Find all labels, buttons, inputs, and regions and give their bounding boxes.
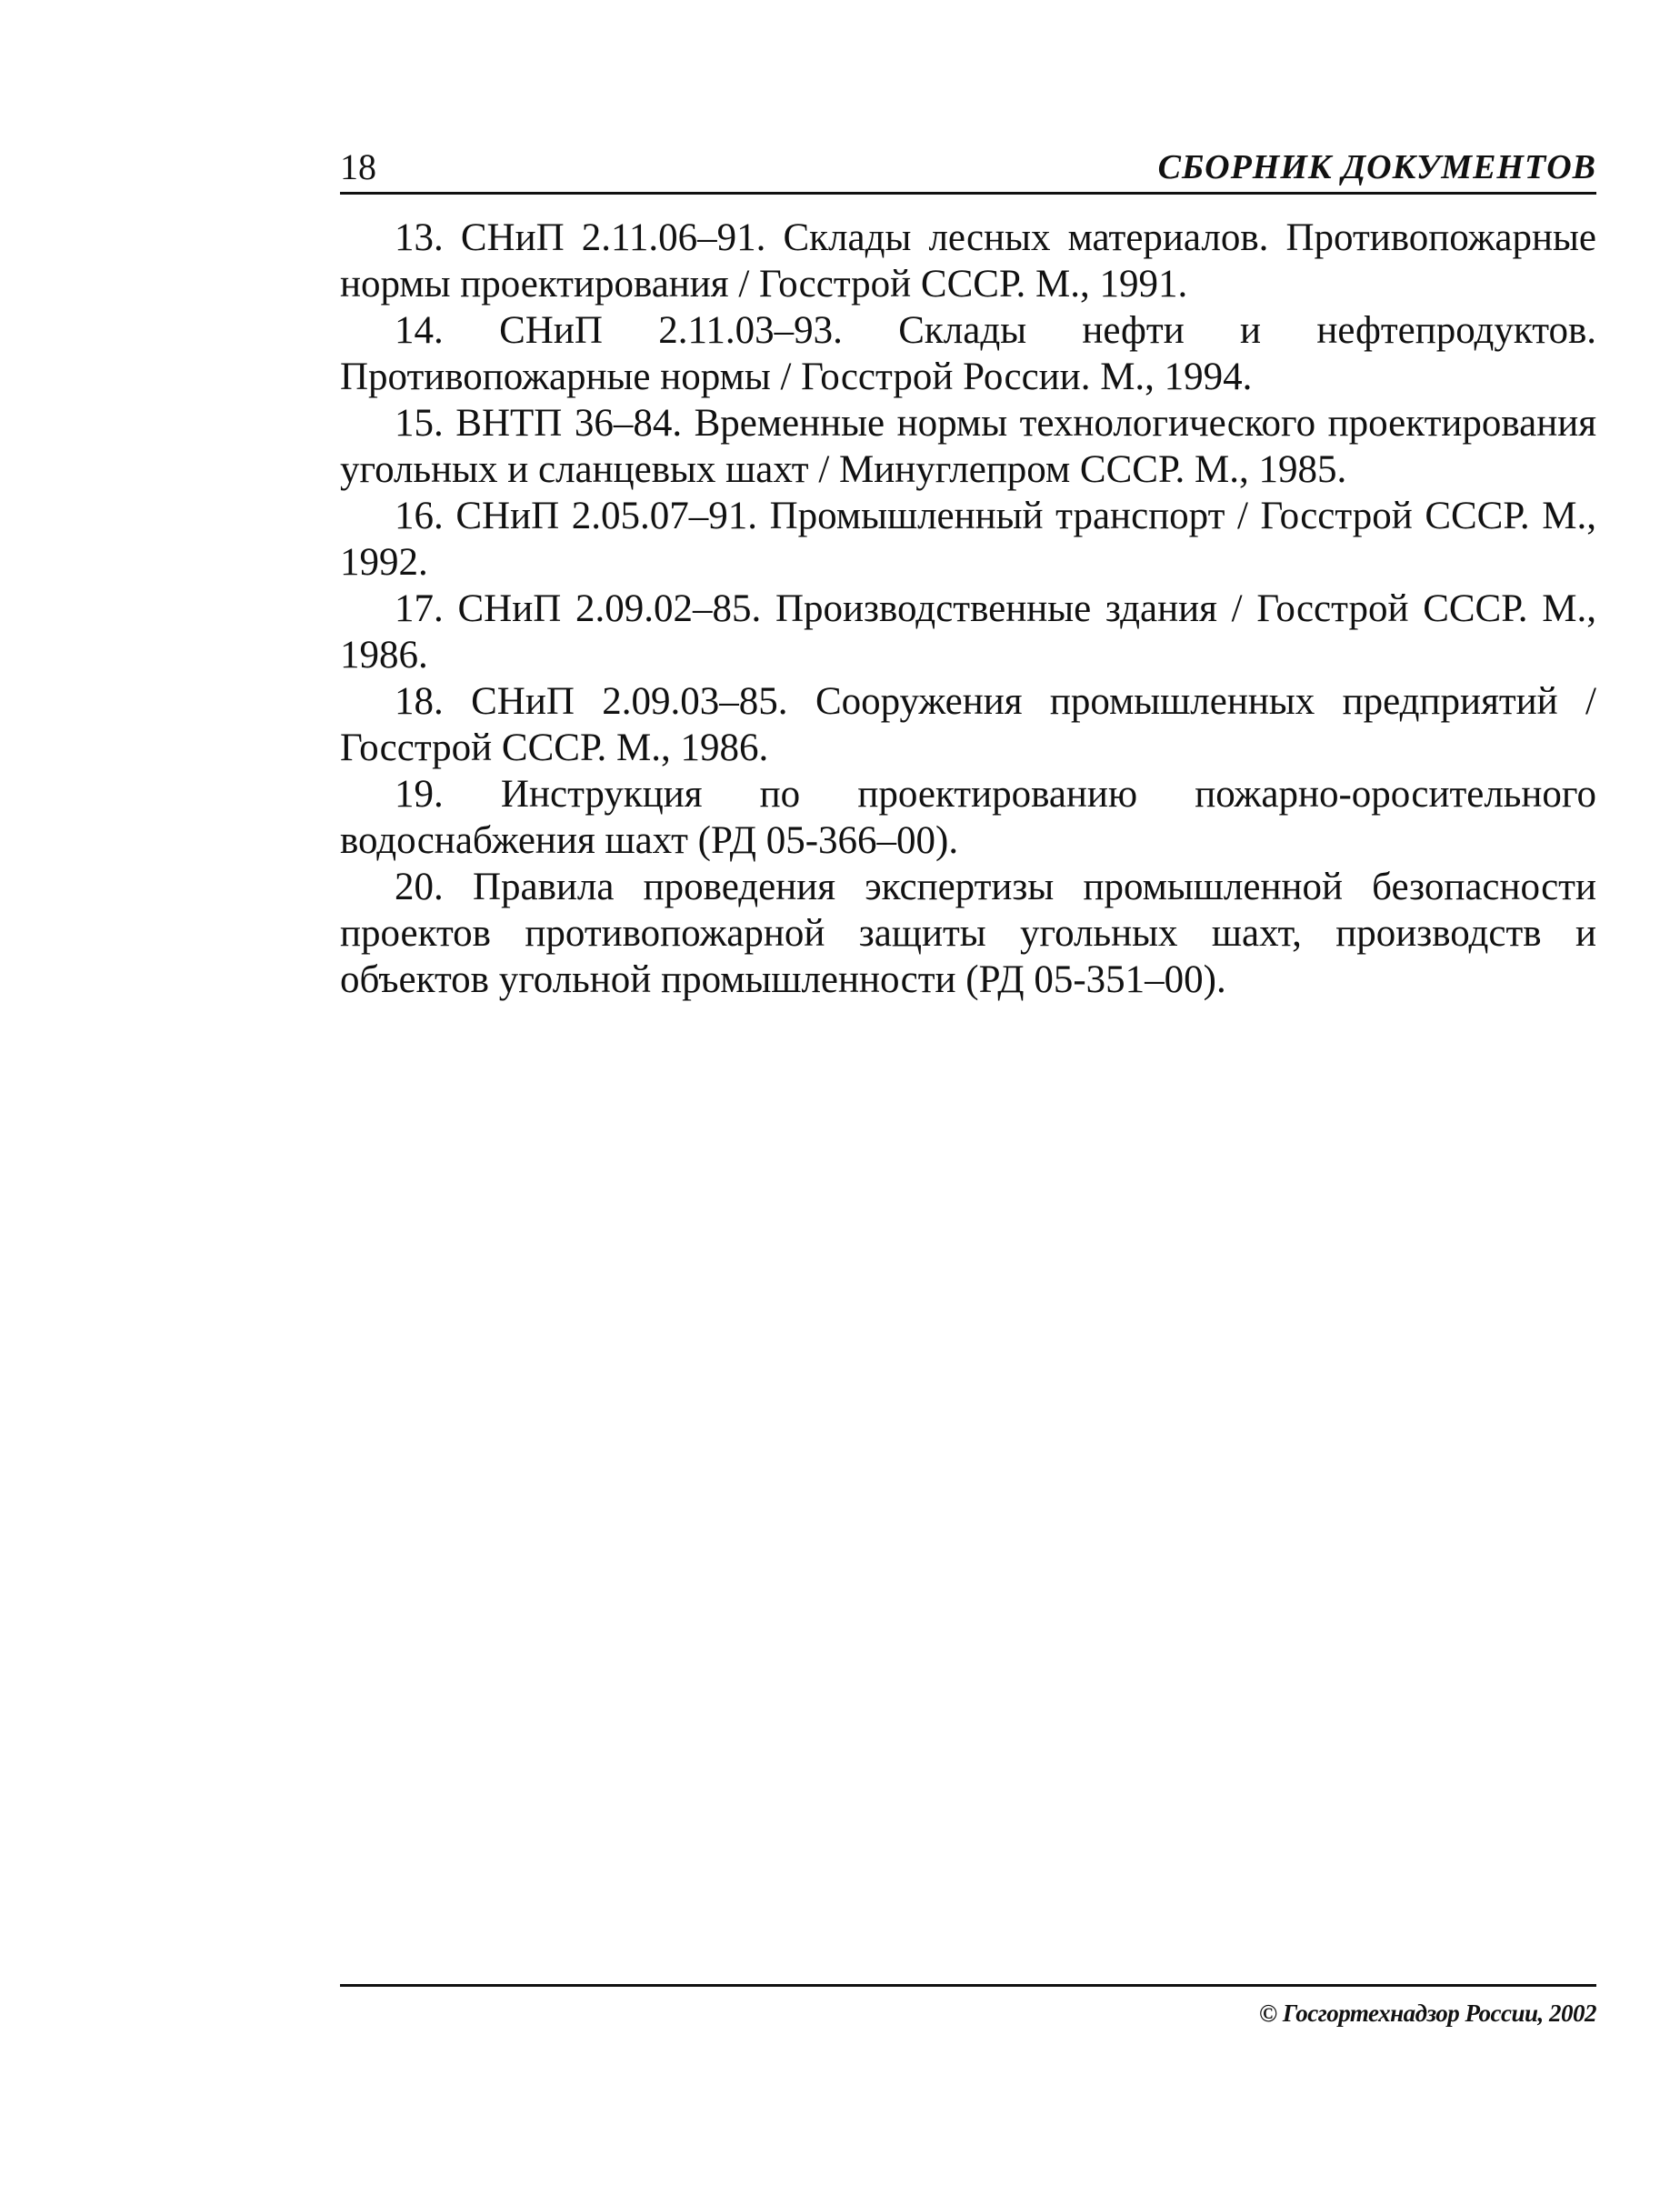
reference-item: 15. ВНТП 36–84. Временные нормы технологического проектирования угольных и сланцевых шахт / Минуглепром СССР. М., 1985. [340,402,1596,491]
page-number: 18 [340,146,376,187]
header-divider [340,192,1596,195]
running-title: СБОРНИК ДОКУМЕНТОВ [1157,148,1596,186]
reference-item: 14. СНиП 2.11.03–93. Склады нефти и нефтепродуктов. Противопожарные нормы / Госстрой России. М., 1994. [340,309,1596,398]
reference-item: 16. СНиП 2.05.07–91. Промышленный транспорт / Госстрой СССР. М., 1992. [340,495,1596,584]
reference-item: 17. СНиП 2.09.02–85. Производственные здания / Госстрой СССР. М., 1986. [340,587,1596,677]
reference-list [340,215,1596,1003]
reference-item: 19. Инструкция по проектированию пожарно-оросительного водоснабжения шахт (РД 05-366–00). [340,773,1596,862]
reference-item: 18. СНиП 2.09.03–85. Сооружения промышленных предприятий / Госстрой СССР. М., 1986. [340,680,1596,769]
footer-divider [340,1984,1596,1987]
reference-item: 20. Правила проведения экспертизы промышленной безопасности проектов противопожарной защиты угольных шахт, производств и объектов угольной промышленности (РД 05-351–00). [340,866,1596,1001]
reference-item: 13. СНиП 2.11.06–91. Склады лесных материалов. Противопожарные нормы проектирования / Госстрой СССР. М., 1991. [340,216,1596,306]
page-header [340,144,1596,191]
copyright-notice: © Госгортехнадзор России, 2002 [1258,2000,1596,2027]
